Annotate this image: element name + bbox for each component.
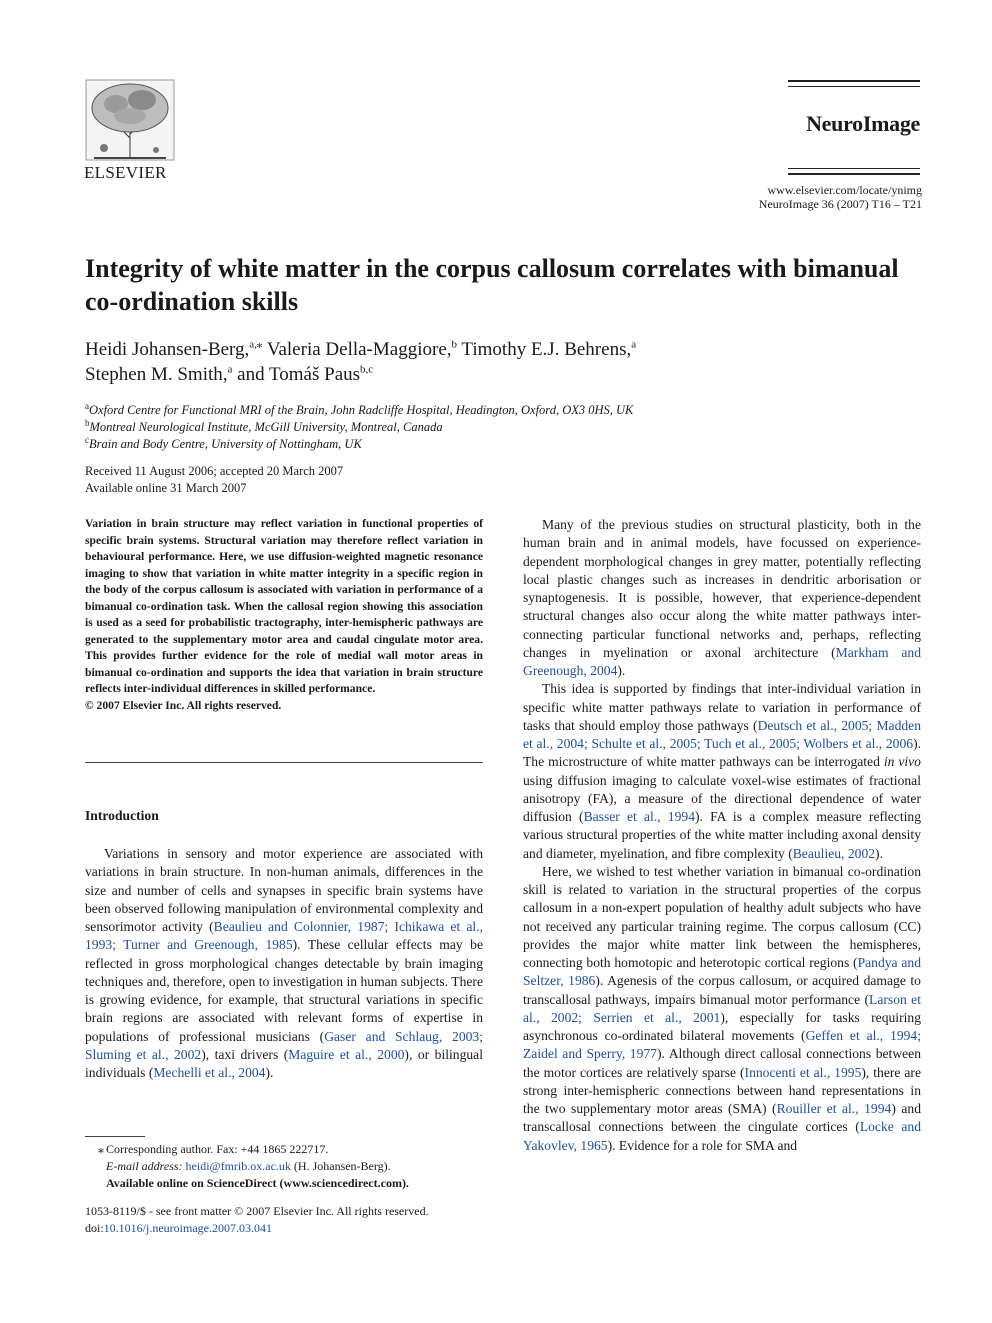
author: Timothy E.J. Behrens,$^a$: [461, 338, 637, 360]
affiliation: $^b$Montreal Neurological Institute, McGill University, Montreal, Canada: [85, 417, 443, 434]
citation-link[interactable]: Geffen et al., 1994; Zaidel and Sperry, 1977: [523, 1028, 921, 1062]
paragraph-text: ), taxi drivers (: [201, 1046, 289, 1062]
introduction-body: [85, 845, 483, 1082]
author-list: [85, 337, 915, 387]
right-column: [523, 516, 921, 1155]
doi-label: doi:: [85, 1221, 104, 1235]
corresponding-mark: ⁎: [98, 1142, 104, 1156]
citation-link[interactable]: Basser et al., 1994: [583, 809, 695, 824]
email-suffix: (H. Johansen-Berg).: [290, 1159, 391, 1173]
paragraph: [85, 845, 483, 1082]
journal-rule: [788, 80, 920, 82]
abstract-copyright: © 2007 Elsevier Inc. All rights reserved.: [85, 699, 282, 713]
paragraph-text: ) and transcallosal connections between the cingulate cortices (: [523, 1101, 921, 1135]
received-date: Received 11 August 2006; accepted 20 March 2007: [85, 464, 344, 478]
journal-rule: [788, 86, 920, 87]
article-dates: [85, 463, 585, 497]
paragraph-text: ). Evidence for a role for SMA and: [607, 1137, 798, 1153]
paragraph-text: ).: [617, 663, 626, 678]
abstract-text: Variation in brain structure may reflect variation in functional properties of specific brain systems. Structural variation may therefore reflect variation in behavioural performance. Here, we use diffusion-weighted magnetic resonance imaging to show that variation in white matter integrity in a specific region in the body of the corpus callosum is associated with variation in performance of a bimanual co-ordination task. When the callosal region showing this association is used as a seed for probabilistic tractography, inter-hemispheric pathways are generated to the supplementary motor area and caudal cingulate motor area. This provides further evidence for the role of medial wall motor areas in bimanual co-ordination and supports the idea that variation in brain structure reflects inter-individual differences in skilled performance.: [85, 517, 483, 696]
doi-link[interactable]: 10.1016/j.neuroimage.2007.03.041: [103, 1221, 272, 1235]
abstract: [85, 516, 483, 715]
email-label: E-mail address:: [106, 1159, 183, 1173]
journal-meta: [620, 183, 922, 211]
journal-rule: [788, 173, 920, 175]
journal-url-link[interactable]: www.elsevier.com/locate/ynimg: [767, 183, 922, 197]
paragraph-text: ).: [875, 845, 883, 861]
paragraph-text: ). Agenesis of the corpus callosum, or acquired damage to transcallosal pathways, impairs bimanual motor performance (: [523, 973, 921, 1007]
affiliation: $^c$Brain and Body Centre, University of Nottingham, UK: [85, 434, 362, 451]
citation-link[interactable]: Markham and Greenough, 2004: [523, 644, 922, 678]
journal-rule: [788, 168, 920, 169]
abstract-divider: [85, 762, 483, 763]
paragraph-text: Many of the previous studies on structural plasticity, both in the human brain and in animal models, have focussed on experience-dependent morphological changes in grey matter, potentially reflecting local plastic changes such as increases in dendritic arborisation or synaptogenesis. It is possible, however, that experience-dependent structural changes also occur along the white matter pathways inter-connecting particular functional networks and, perhaps, reflecting changes in myelination or axonal architecture (: [523, 517, 921, 660]
paragraph-text: ). FA is a complex measure reflecting various structural properties of the white matter including axonal density and diameter, myelination, and fibre complexity (: [523, 809, 921, 861]
citation-link[interactable]: Deutsch et al., 2005; Madden et al., 2004; Schulte et al., 2005; Tuch et al., 2005; Wolbers et al., 2006: [523, 717, 921, 751]
paragraph-text: ). The microstructure of white matter pathways can be interrogated: [523, 736, 921, 770]
author: Stephen M. Smith,$^a$: [85, 363, 233, 385]
paragraph-text: ). Although direct callosal connections between the motor cortices are relatively sparse (: [523, 1046, 921, 1080]
paragraph-text: ).: [265, 1065, 274, 1080]
citation-link[interactable]: Locke and Yakovlev, 1965: [523, 1119, 921, 1153]
paragraph-text: ), or bilingual individuals (: [85, 1046, 483, 1080]
footnote-divider: [85, 1136, 145, 1137]
section-heading: Introduction: [85, 808, 159, 823]
issn-line: 1053-8119/$ - see front matter © 2007 Elsevier Inc. All rights reserved.: [85, 1204, 429, 1218]
citation-link[interactable]: Beaulieu, 2002: [792, 845, 876, 861]
paragraph: [523, 516, 921, 680]
citation-link[interactable]: Gaser and Schlaug, 2003; Sluming et al., 2002: [85, 1028, 483, 1062]
journal-citation: NeuroImage 36 (2007) T16 – T21: [758, 197, 922, 211]
front-matter: [85, 1203, 505, 1237]
sciencedirect-note: Available online on ScienceDirect (www.sciencedirect.com).: [106, 1176, 409, 1190]
citation-link[interactable]: Pandya and Seltzer, 1986: [523, 955, 921, 989]
author: Valeria Della-Maggiore,$^b$: [266, 338, 457, 360]
affiliations: [85, 402, 915, 453]
citation-link[interactable]: Larson et al., 2002; Serrien et al., 2001: [523, 991, 921, 1025]
affiliation: $^a$Oxford Centre for Functional MRI of the Brain, John Radcliffe Hospital, Headington, Oxford, OX3 0HS, UK: [85, 400, 634, 417]
author: Heidi Johansen-Berg,$^{a,⁎}$: [85, 338, 263, 360]
paragraph-text: ), there are strong inter-hemispheric connections between hand representations in the two supplementary motor areas (SMA) (: [523, 1064, 921, 1116]
available-date: Available online 31 March 2007: [85, 481, 247, 495]
paragraph: [523, 863, 921, 1155]
publisher-name: ELSEVIER: [84, 163, 167, 182]
paragraph-text: ), especially for tasks requiring asynchronous co-ordinated bilateral movements (: [523, 1009, 921, 1043]
email-link[interactable]: heidi@fmrib.ox.ac.uk: [185, 1159, 291, 1173]
citation-link[interactable]: Rouiller et al., 1994: [776, 1101, 892, 1116]
citation-link[interactable]: Beaulieu and Colonnier, 1987; Ichikawa et al., 1993; Turner and Greenough, 1985: [85, 919, 483, 953]
article-title: Integrity of white matter in the corpus callosum correlates with bimanual co-ordination skills: [85, 254, 899, 316]
citation-link[interactable]: Innocenti et al., 1995: [744, 1064, 862, 1080]
paragraph-text: in vivo: [883, 754, 921, 770]
paragraph-text: Variations in sensory and motor experience are associated with variations in brain structure. In non-human animals, differences in the size and number of cells and synapses in specific brain systems have been observed following manipulation of environmental complexity and sensorimotor activity (: [85, 846, 483, 934]
paragraph: [523, 680, 921, 863]
corresponding-author: Corresponding author. Fax: +44 1865 222717.: [106, 1142, 329, 1156]
paragraph-text: This idea is supported by findings that inter-individual variation in specific white matter pathways relate to variation in performance of tasks that should employ those pathways (: [523, 681, 921, 733]
paragraph-text: using diffusion imaging to calculate voxel-wise estimates of fractional anisotropy (FA), a measure of the directional dependence of water diffusion (: [523, 772, 921, 824]
citation-link[interactable]: Maguire et al., 2000: [288, 1046, 405, 1062]
footnote: [85, 1141, 483, 1192]
journal-title: NeuroImage: [806, 111, 920, 136]
citation-link[interactable]: Mechelli et al., 2004: [153, 1065, 266, 1080]
paragraph-text: Here, we wished to test whether variation in bimanual co-ordination skill is related to variation in the structural properties of the corpus callosum in a non-expert population of healthy adult subjects who have not received any particular training regime. The corpus callosum (CC) provides the major white matter link between the hemispheres, connecting both homotopic and heterotopic cortical regions (: [523, 863, 921, 970]
author: and Tomáš Paus$^{b,c}$: [237, 363, 374, 385]
paragraph-text: ). These cellular effects may be reflected in gross morphological changes detectable by brain imaging techniques and, therefore, open to investigation in human subjects. There is growing evidence, for example, that structural variations in specific brain regions are associated with relevant forms of expertise in populations of professional musicians (: [85, 937, 483, 1044]
